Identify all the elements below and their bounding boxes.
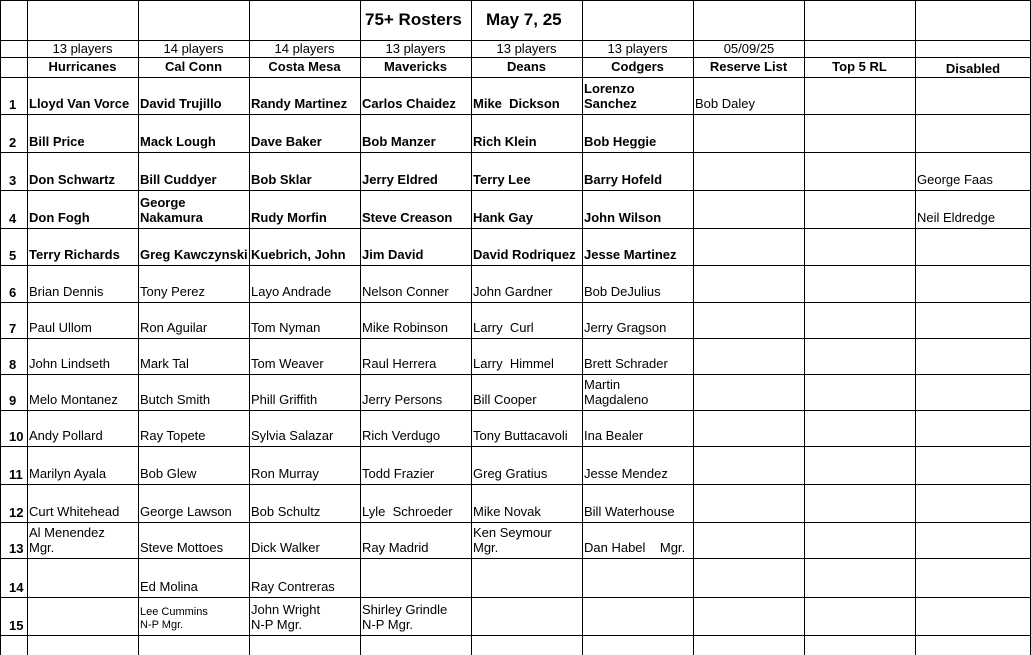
row-number: 3 bbox=[9, 173, 17, 188]
row-number: 11 bbox=[9, 467, 23, 482]
player-name: Mark Tal bbox=[140, 356, 189, 371]
player-name: Rudy Morfin bbox=[251, 210, 327, 225]
player-name: Ina Bealer bbox=[584, 428, 644, 443]
player-name: Steve Creason bbox=[362, 210, 453, 225]
player-name: John Wilson bbox=[584, 210, 662, 225]
player-name: Randy Martinez bbox=[251, 96, 348, 111]
row-number: 14 bbox=[9, 580, 24, 595]
player-name: Jerry Gragson bbox=[584, 320, 667, 335]
row-number: 5 bbox=[9, 248, 17, 263]
player-name: George Lawson bbox=[140, 504, 232, 519]
player-name: Carlos Chaidez bbox=[362, 96, 456, 111]
grid-row-line bbox=[0, 265, 1031, 266]
player-name: Bill Price bbox=[29, 134, 85, 149]
player-count: 14 players bbox=[274, 41, 335, 56]
player-name: Phill Griffith bbox=[251, 392, 318, 407]
player-count: 13 players bbox=[607, 41, 668, 56]
team-header: Disabled bbox=[945, 61, 1001, 76]
row-number: 1 bbox=[9, 97, 17, 112]
grid-column-line bbox=[249, 0, 250, 655]
player-name: Steve Mottoes bbox=[140, 540, 224, 555]
grid-row-line bbox=[0, 152, 1031, 153]
row-number: 6 bbox=[9, 285, 17, 300]
player-name: Dan Habel Mgr. bbox=[584, 540, 686, 555]
player-name: Bob Sklar bbox=[251, 172, 312, 187]
player-name: Layo Andrade bbox=[251, 284, 332, 299]
player-name: Don Fogh bbox=[29, 210, 90, 225]
player-name: Bill Waterhouse bbox=[584, 504, 675, 519]
player-name: Melo Montanez bbox=[29, 392, 118, 407]
grid-column-line bbox=[804, 0, 805, 655]
player-name: Jesse Mendez bbox=[584, 466, 668, 481]
grid-row-line bbox=[0, 302, 1031, 303]
grid-row-line bbox=[0, 228, 1031, 229]
grid-column-line bbox=[138, 0, 139, 655]
grid-row-line bbox=[0, 77, 1031, 78]
player-name: Bob DeJulius bbox=[584, 284, 661, 299]
team-header: Deans bbox=[506, 59, 547, 74]
team-header: Costa Mesa bbox=[268, 59, 341, 74]
player-name: Greg Gratius bbox=[473, 466, 548, 481]
player-name: Rich Verdugo bbox=[362, 428, 441, 443]
player-name: Todd Frazier bbox=[362, 466, 435, 481]
reserve-player: Bob Daley bbox=[695, 96, 755, 111]
player-name: Tom Nyman bbox=[251, 320, 321, 335]
player-name: Brett Schrader bbox=[584, 356, 668, 371]
player-name: Hank Gay bbox=[473, 210, 533, 225]
player-name: Mike Dickson bbox=[473, 96, 560, 111]
player-name: Larry Himmel bbox=[473, 356, 554, 371]
player-name: Mike Novak bbox=[473, 504, 541, 519]
player-name: Andy Pollard bbox=[29, 428, 103, 443]
player-name: Brian Dennis bbox=[29, 284, 104, 299]
player-name: Mike Robinson bbox=[362, 320, 448, 335]
player-name: Bob Manzer bbox=[362, 134, 436, 149]
player-name: Marilyn Ayala bbox=[29, 466, 107, 481]
player-name: Tom Weaver bbox=[251, 356, 324, 371]
player-name: Martin Magdaleno bbox=[584, 377, 649, 407]
player-name: Barry Hofeld bbox=[584, 172, 663, 187]
player-name: Mack Lough bbox=[140, 134, 216, 149]
disabled-player: George Faas bbox=[917, 172, 993, 187]
player-name: Curt Whitehead bbox=[29, 504, 120, 519]
player-name: Tony Perez bbox=[140, 284, 206, 299]
grid-row-line bbox=[0, 558, 1031, 559]
grid-row-line bbox=[0, 410, 1031, 411]
player-name: Jim David bbox=[362, 247, 424, 262]
grid-row-line bbox=[0, 484, 1031, 485]
grid-column-line bbox=[360, 0, 361, 655]
player-name: Lee Cummins N-P Mgr. bbox=[140, 606, 208, 631]
grid-column-line bbox=[915, 0, 916, 655]
player-name: Ray Contreras bbox=[251, 579, 335, 594]
player-name: Terry Lee bbox=[473, 172, 531, 187]
grid-column-line bbox=[0, 0, 1, 655]
player-name: Tony Buttacavoli bbox=[473, 428, 568, 443]
player-name: Ed Molina bbox=[140, 579, 198, 594]
player-name: John Wright N-P Mgr. bbox=[251, 602, 321, 632]
player-name: Bill Cooper bbox=[473, 392, 537, 407]
player-name: Lloyd Van Vorce bbox=[29, 96, 130, 111]
player-name: Lorenzo Sanchez bbox=[584, 81, 637, 111]
player-name: Al Menendez Mgr. bbox=[29, 525, 105, 555]
disabled-player: Neil Eldredge bbox=[917, 210, 996, 225]
player-name: George Nakamura bbox=[140, 195, 203, 225]
player-name: Butch Smith bbox=[140, 392, 211, 407]
player-name: Bob Glew bbox=[140, 466, 197, 481]
player-name: Ray Madrid bbox=[362, 540, 429, 555]
player-name: Greg Kawczynski bbox=[140, 247, 248, 262]
player-name: Ray Topete bbox=[140, 428, 206, 443]
row-number: 12 bbox=[9, 505, 24, 520]
team-header: Top 5 RL bbox=[832, 59, 887, 74]
team-header: Mavericks bbox=[384, 59, 447, 74]
player-name: Larry Curl bbox=[473, 320, 534, 335]
grid-row-line bbox=[0, 0, 1031, 1]
grid-column-line bbox=[27, 0, 28, 655]
player-name: Dave Baker bbox=[251, 134, 322, 149]
row-number: 2 bbox=[9, 135, 17, 150]
player-name: David Trujillo bbox=[140, 96, 222, 111]
row-number: 15 bbox=[9, 618, 24, 633]
player-name: Kuebrich, John bbox=[251, 247, 346, 262]
grid-row-line bbox=[0, 522, 1031, 523]
grid-row-line bbox=[0, 597, 1031, 598]
player-name: Nelson Conner bbox=[362, 284, 449, 299]
grid-column-line bbox=[471, 0, 472, 655]
row-number: 8 bbox=[9, 357, 17, 372]
player-name: Paul Ullom bbox=[29, 320, 92, 335]
player-name: Shirley Grindle N-P Mgr. bbox=[362, 602, 448, 632]
player-name: Bob Heggie bbox=[584, 134, 657, 149]
player-name: John Gardner bbox=[473, 284, 553, 299]
grid-row-line bbox=[0, 57, 1031, 58]
grid-column-line bbox=[582, 0, 583, 655]
team-header: Codgers bbox=[611, 59, 664, 74]
grid-row-line bbox=[0, 338, 1031, 339]
grid-row-line bbox=[0, 374, 1031, 375]
row-number: 7 bbox=[9, 321, 17, 336]
player-name: Bill Cuddyer bbox=[140, 172, 217, 187]
sheet-date: May 7, 25 bbox=[486, 10, 562, 29]
player-name: Ken Seymour Mgr. bbox=[473, 525, 552, 555]
player-name: John Lindseth bbox=[29, 356, 110, 371]
row-number: 9 bbox=[9, 393, 17, 408]
player-name: Raul Herrera bbox=[362, 356, 437, 371]
player-name: Terry Richards bbox=[29, 247, 120, 262]
player-name: Jerry Eldred bbox=[362, 172, 438, 187]
team-header: Hurricanes bbox=[48, 59, 117, 74]
team-header: Cal Conn bbox=[164, 59, 223, 74]
grid-row-line bbox=[0, 114, 1031, 115]
row-number: 10 bbox=[9, 429, 24, 444]
player-name: David Rodriquez bbox=[473, 247, 576, 262]
player-count: 13 players bbox=[496, 41, 557, 56]
grid-row-line bbox=[0, 446, 1031, 447]
player-name: Sylvia Salazar bbox=[251, 428, 334, 443]
player-name: Don Schwartz bbox=[29, 172, 115, 187]
player-name: Rich Klein bbox=[473, 134, 537, 149]
grid-column-line bbox=[693, 0, 694, 655]
row-number: 13 bbox=[9, 541, 24, 556]
player-name: Ron Murray bbox=[251, 466, 319, 481]
player-name: Ron Aguilar bbox=[140, 320, 208, 335]
team-header: Reserve List bbox=[709, 59, 788, 74]
row-number: 4 bbox=[9, 211, 17, 226]
grid-row-line bbox=[0, 190, 1031, 191]
reserve-list-date: 05/09/25 bbox=[723, 41, 775, 56]
player-count: 14 players bbox=[163, 41, 224, 56]
player-name: Jerry Persons bbox=[362, 392, 443, 407]
player-count: 13 players bbox=[385, 41, 446, 56]
sheet-title: 75+ Rosters bbox=[365, 10, 462, 29]
player-name: Bob Schultz bbox=[251, 504, 321, 519]
player-name: Jesse Martinez bbox=[584, 247, 677, 262]
player-name: Dick Walker bbox=[251, 540, 320, 555]
player-count: 13 players bbox=[52, 41, 113, 56]
player-name: Lyle Schroeder bbox=[362, 504, 453, 519]
grid-row-line bbox=[0, 635, 1031, 636]
